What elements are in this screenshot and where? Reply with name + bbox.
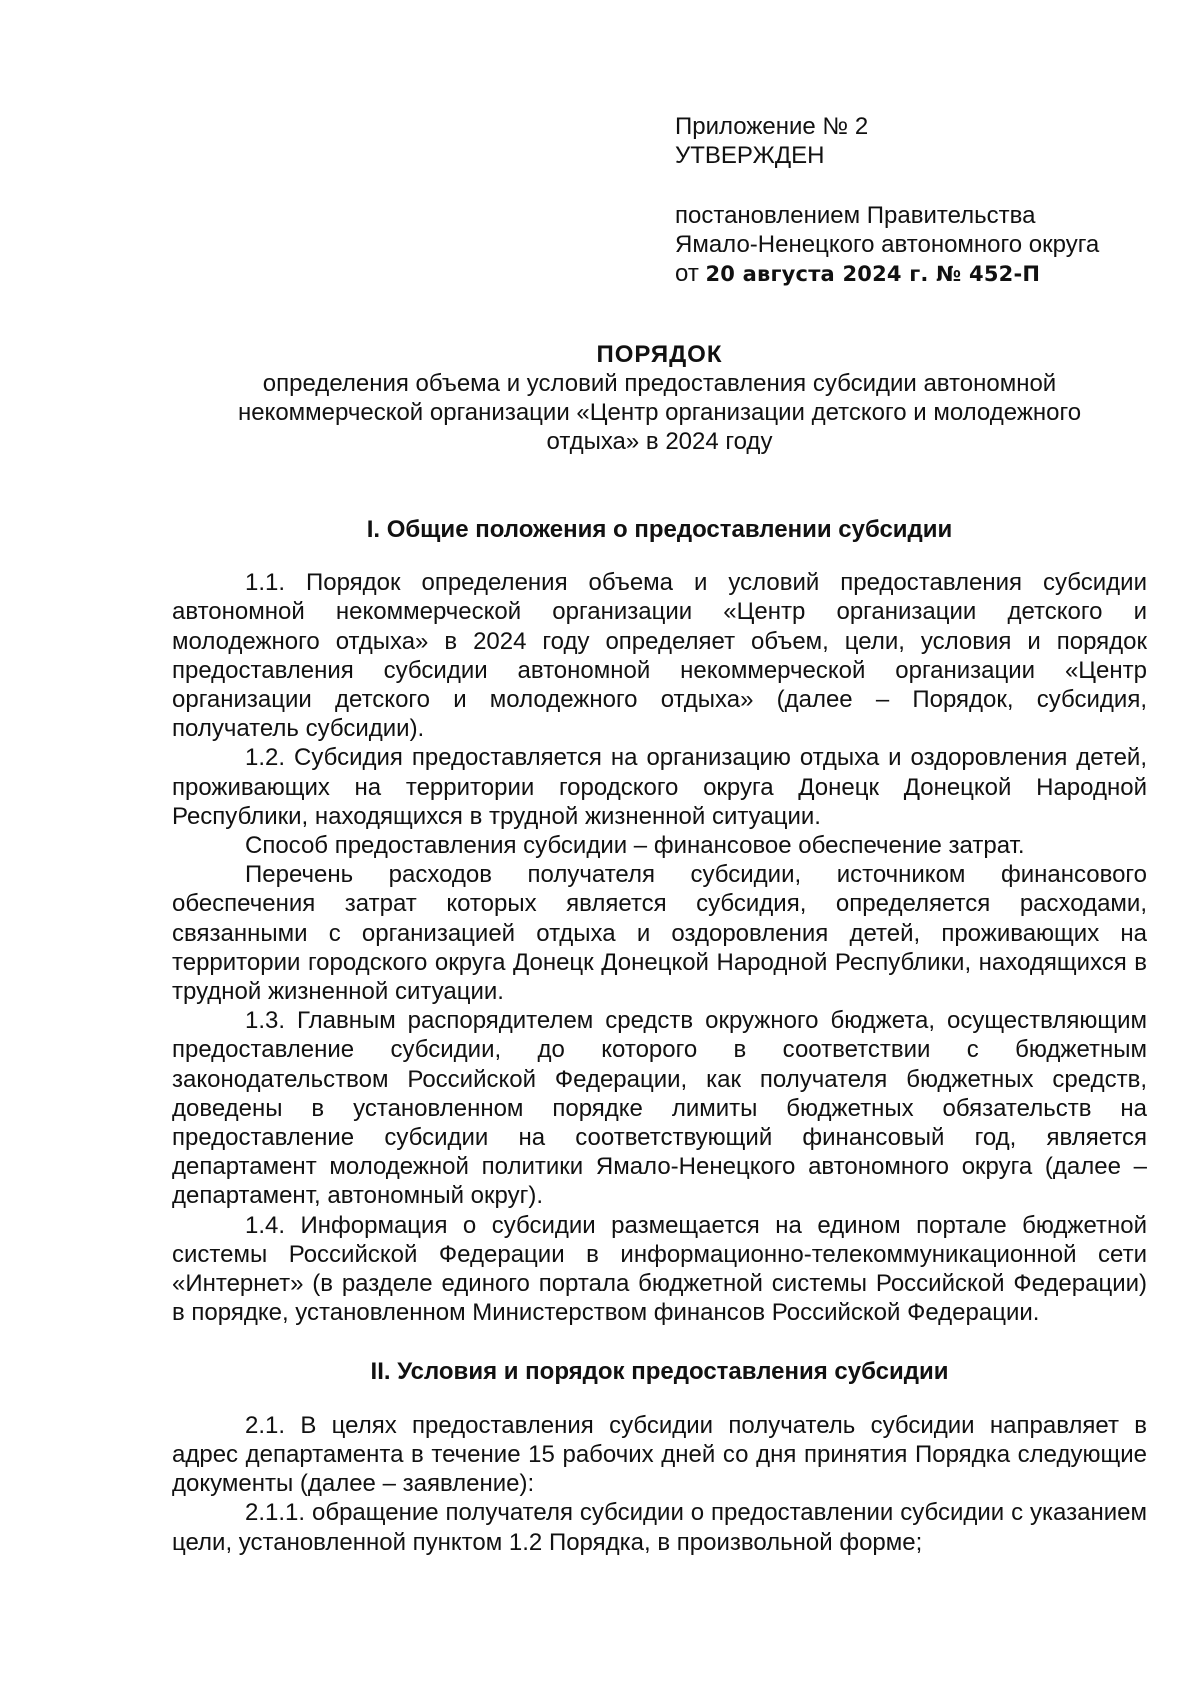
appendix-number: Приложение № 2: [675, 113, 869, 140]
approval-block: [675, 112, 1145, 289]
title-subtitle-line: определения объема и условий предоставления субсидии автономной: [262, 370, 1057, 397]
decree-date-line: [675, 259, 1145, 289]
section-heading-1: I. Общие положения о предоставлении субсидии: [366, 516, 953, 543]
decree-line: постановлением Правительства: [675, 202, 1036, 229]
paragraph: Способ предоставления субсидии – финансовое обеспечение затрат.: [245, 832, 1025, 860]
spacer: [675, 170, 1145, 201]
paragraph: Перечень расходов получателя субсидии, источником финансового обеспечения затрат которых является субсидия, определяется расходами, связанными с организацией отдыха и оздоровления детей, проживающих на территории городского округа Донецк Донецкой Народной Республики, находящихся в трудной жизненной ситуации.: [172, 861, 1147, 1006]
paragraph: 1.1. Порядок определения объема и условий предоставления субсидии автономной некоммерческой организации «Центр организации детского и молодежного отдыха» в 2024 году определяет объем, цели, условия и порядок предоставления субсидии автономной некоммерческой организации «Центр организации детского и молодежного отдыха» (далее – Порядок, субсидия, получатель субсидии).: [172, 569, 1147, 743]
title-subtitle-line: некоммерческой организации «Центр организации детского и молодежного: [237, 399, 1082, 426]
paragraph: 2.1.1. обращение получателя субсидии о предоставлении субсидии с указанием цели, установленной пунктом 1.2 Порядка, в произвольной форме;: [172, 1499, 1147, 1556]
document-title: [172, 340, 1147, 456]
document-body: [172, 515, 1147, 1557]
section-heading-2: II. Условия и порядок предоставления субсидии: [370, 1358, 949, 1386]
title-subtitle-line: отдыха» в 2024 году: [546, 428, 773, 455]
approved-label: УТВЕРЖДЕН: [675, 142, 825, 169]
paragraph: 1.2. Субсидия предоставляется на организацию отдыха и оздоровления детей, проживающих на территории городского округа Донецк Донецкой Народной Республики, находящихся в трудной жизненной ситуации.: [172, 744, 1147, 830]
decree-date-number: 20 августа 2024 г. № 452-П: [705, 262, 1041, 286]
title-main: ПОРЯДОК: [596, 341, 723, 368]
date-prefix: от: [675, 260, 699, 287]
paragraph: 1.4. Информация о субсидии размещается на едином портале бюджетной системы Российской Федерации в информационно-телекоммуникационной сети «Интернет» (в разделе единого портала бюджетной системы Российской Федерации) в порядке, установленном Министерством финансов Российской Федерации.: [172, 1211, 1147, 1327]
paragraph: 2.1. В целях предоставления субсидии получатель субсидии направляет в адрес департамента в течение 15 рабочих дней со дня принятия Порядка следующие документы (далее – заявление):: [172, 1411, 1147, 1498]
region-line: Ямало-Ненецкого автономного округа: [675, 231, 1100, 258]
paragraph: 1.3. Главным распорядителем средств окружного бюджета, осуществляющим предоставление субсидии, до которого в соответствии с бюджетным законодательством Российской Федерации, как получателя бюджетных средств, доведены в установленном порядке лимиты бюджетных обязательств на предоставление субсидии на соответствующий финансовый год, является департамент молодежной политики Ямало-Ненецкого автономного округа (далее – департамент, автономный округ).: [172, 1007, 1147, 1210]
